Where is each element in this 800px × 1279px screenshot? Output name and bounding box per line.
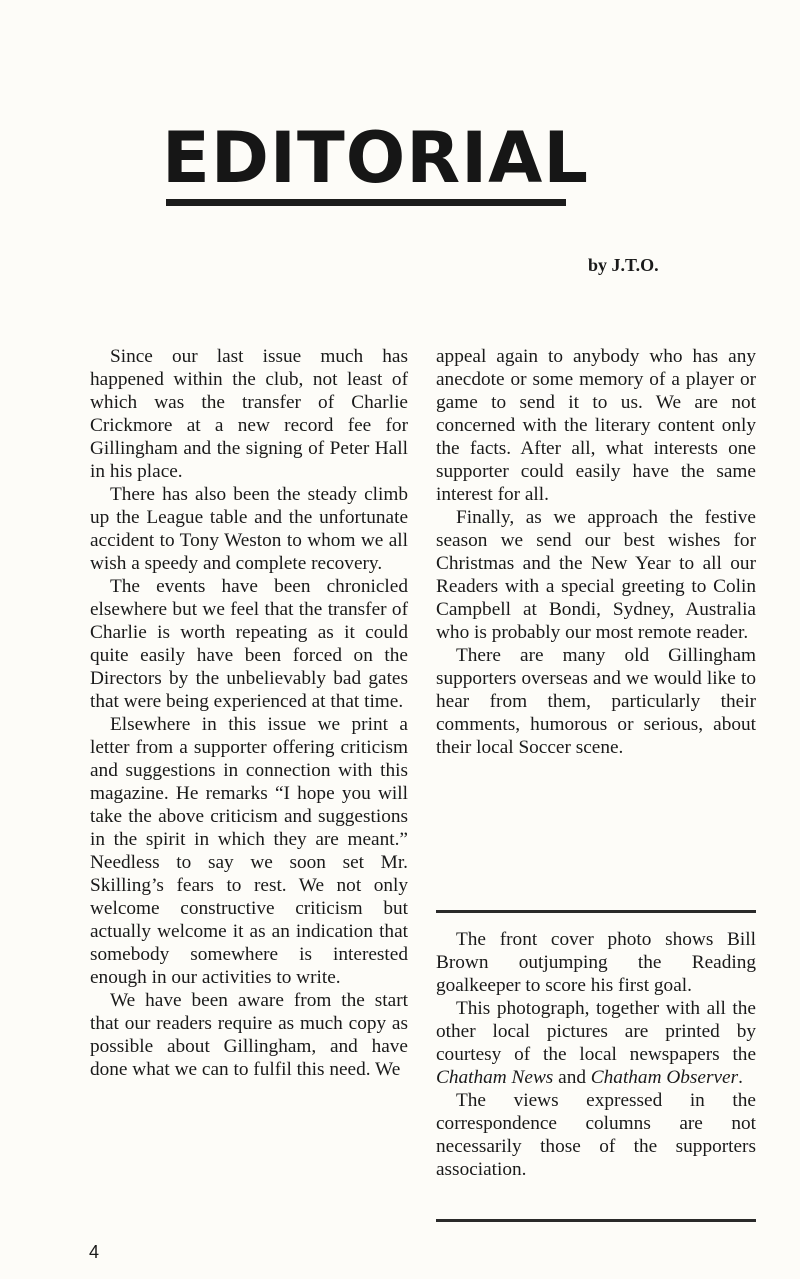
page-number: 4 [89, 1242, 100, 1262]
newspaper-name: Chatham Observer [590, 1067, 739, 1088]
credit-text: and [553, 1067, 591, 1088]
paragraph: There has also been the steady climb up the League table and the unfortunate accident to Tony Weston to whom we all wish a speedy and complete recovery. [90, 484, 408, 574]
notice-top-rule [436, 910, 756, 913]
newspaper-name: Chatham News [436, 1067, 554, 1088]
right-column [436, 345, 756, 759]
paragraph: Since our last issue much has happened within the club, not least of which was the transfer of Charlie Crickmore at a new record fee for Gillingham and the signing of Peter Hall in his place. [90, 346, 408, 482]
notice-box [436, 928, 756, 1181]
paragraph: There are many old Gillingham supporters overseas and we would like to hear from them, particularly their comments, humorous or serious, about their local Soccer scene. [436, 645, 756, 758]
cover-photo-note: The front cover photo shows Bill Brown outjumping the Reading goalkeeper to score his first goal. [436, 929, 756, 996]
credit-text: This photograph, together with all the other local pictures are printed by courtesy of the local newspapers the [436, 998, 756, 1065]
paragraph: Finally, as we approach the festive season we send our best wishes for Christmas and the New Year to all our Readers with a special greeting to Colin Campbell at Bondi, Sydney, Australia who is probably our most remote reader. [436, 507, 756, 643]
views-disclaimer: The views expressed in the correspondence columns are not necessarily those of the supporters association. [436, 1090, 756, 1180]
paragraph: The events have been chronicled elsewhere but we feel that the transfer of Charlie is worth repeating as it could quite easily have been forced on the Directors by the unbelievably bad gates that were being experienced at that time. [90, 576, 408, 712]
title-underline [166, 199, 566, 206]
paragraph: Elsewhere in this issue we print a letter from a supporter offering criticism and suggestions in connection with this magazine. He remarks “I hope you will take the above criticism and suggestions in the spirit in which they are meant.” Needless to say we soon set Mr. Skilling’s fears to rest. We not only welcome constructive criticism but actually welcome it as an indication that somebody somewhere is interested enough in our activities to write. [90, 714, 408, 988]
left-column [90, 345, 408, 1081]
byline: by J.T.O. [588, 255, 659, 275]
credit-text: . [738, 1067, 743, 1088]
page-title: EDITORIAL [162, 117, 589, 199]
photo-credit-note [436, 997, 756, 1089]
notice-bottom-rule [436, 1219, 756, 1222]
paragraph: appeal again to anybody who has any anecdote or some memory of a player or game to send it to us. We are not concerned with the literary content only the facts. After all, what interests one supporter could easily have the same interest for all. [436, 346, 756, 505]
paragraph: We have been aware from the start that our readers require as much copy as possible about Gillingham, and have done what we can to fulfil this need. We [90, 990, 408, 1080]
